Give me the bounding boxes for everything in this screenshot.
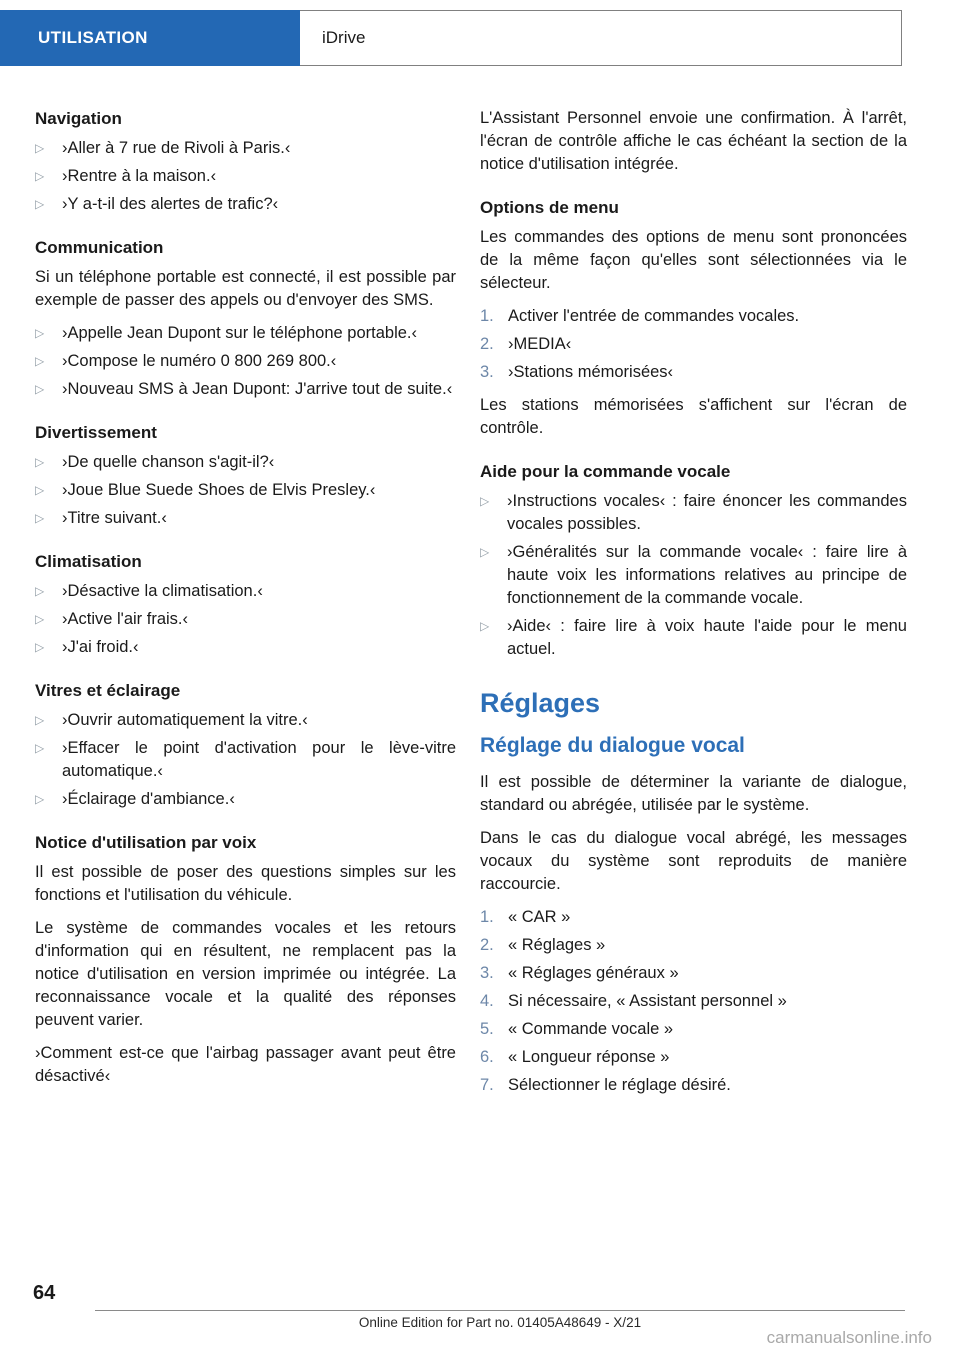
step-number: 4. bbox=[480, 992, 494, 1010]
list-item bbox=[35, 451, 456, 474]
watermark: carmanualsonline.info bbox=[766, 1328, 932, 1347]
section-heading: Divertissement bbox=[35, 423, 157, 442]
list-item-text: ›Aller à 7 rue de Rivoli à Paris.‹ bbox=[62, 139, 291, 157]
list-item-text: ›Effacer le point d'activation pour le lève-vitre automatique.‹ bbox=[62, 739, 456, 780]
list-item bbox=[480, 305, 907, 328]
step-number: 3. bbox=[480, 964, 494, 982]
triangle-bullet-icon: ▷ bbox=[35, 483, 45, 497]
step-number: 1. bbox=[480, 307, 494, 325]
list-item bbox=[35, 479, 456, 502]
triangle-bullet-icon: ▷ bbox=[35, 169, 45, 183]
paragraph: Il est possible de poser des questions simples sur les fonctions et l'utilisation du véhicule. bbox=[35, 863, 456, 904]
list-item-text: ›Rentre à la maison.‹ bbox=[62, 167, 217, 185]
numbered-step-list bbox=[480, 305, 907, 384]
voice-command-list bbox=[35, 451, 456, 530]
list-item bbox=[35, 788, 456, 811]
voice-command-list bbox=[35, 709, 456, 811]
list-item-text: ›Compose le numéro 0 800 269 800.‹ bbox=[62, 352, 337, 370]
list-item bbox=[480, 962, 907, 985]
list-item bbox=[480, 906, 907, 929]
triangle-bullet-icon: ▷ bbox=[35, 326, 45, 340]
list-item bbox=[35, 165, 456, 188]
paragraph: L'Assistant Personnel envoie une confirmation. À l'arrêt, l'écran de contrôle affiche le cas échéant la section de la notice d'utilisation intégrée. bbox=[480, 109, 907, 173]
edition-note: Online Edition for Part no. 01405A48649 - X/21 bbox=[358, 1315, 642, 1330]
voice-command-list bbox=[480, 490, 907, 661]
paragraph: Les stations mémorisées s'affichent sur l'écran de contrôle. bbox=[480, 396, 907, 437]
list-item-text: ›Instructions vocales‹ : faire énoncer les commandes vocales possibles. bbox=[507, 492, 907, 533]
step-number: 1. bbox=[480, 908, 494, 926]
list-item bbox=[35, 608, 456, 631]
list-item bbox=[480, 1046, 907, 1069]
list-item bbox=[35, 580, 456, 603]
list-item bbox=[35, 636, 456, 659]
list-item bbox=[480, 1018, 907, 1041]
paragraph: ›Comment est-ce que l'airbag passager avant peut être désactivé‹ bbox=[35, 1044, 456, 1085]
paragraph: Il est possible de déterminer la variante de dialogue, standard ou abrégée, utilisée par le système. bbox=[480, 773, 907, 814]
list-item-text: ›Appelle Jean Dupont sur le téléphone portable.‹ bbox=[62, 324, 417, 342]
section-heading: Navigation bbox=[35, 109, 122, 128]
chapter-heading: Réglages bbox=[480, 688, 601, 718]
paragraph: Les commandes des options de menu sont prononcées de la même façon qu'elles sont sélectionnées via le sélecteur. bbox=[480, 228, 907, 292]
step-text: Sélectionner le réglage désiré. bbox=[508, 1076, 731, 1094]
triangle-bullet-icon: ▷ bbox=[35, 741, 45, 755]
step-number: 3. bbox=[480, 363, 494, 381]
list-item-text: ›Nouveau SMS à Jean Dupont: J'arrive tout de suite.‹ bbox=[62, 380, 453, 398]
voice-command-list bbox=[35, 137, 456, 216]
step-number: 2. bbox=[480, 936, 494, 954]
triangle-bullet-icon: ▷ bbox=[35, 197, 45, 211]
page-header bbox=[0, 10, 902, 66]
step-number: 5. bbox=[480, 1020, 494, 1038]
triangle-bullet-icon: ▷ bbox=[35, 382, 45, 396]
step-text: « Longueur réponse » bbox=[508, 1048, 670, 1066]
section-heading: Communication bbox=[35, 238, 164, 257]
step-text: « Commande vocale » bbox=[508, 1020, 674, 1038]
step-text: « CAR » bbox=[508, 908, 571, 926]
step-text: ›Stations mémorisées‹ bbox=[508, 363, 674, 381]
list-item bbox=[35, 137, 456, 160]
triangle-bullet-icon: ▷ bbox=[35, 612, 45, 626]
list-item bbox=[480, 361, 907, 384]
list-item-text: ›Généralités sur la commande vocale‹ : faire lire à haute voix les informations relatives au principe de fonctionnement de la commande vocale. bbox=[507, 543, 907, 607]
triangle-bullet-icon: ▷ bbox=[35, 455, 45, 469]
triangle-bullet-icon: ▷ bbox=[35, 141, 45, 155]
list-item bbox=[35, 378, 456, 401]
triangle-bullet-icon: ▷ bbox=[35, 584, 45, 598]
list-item-text: ›Aide‹ : faire lire à voix haute l'aide pour le menu actuel. bbox=[507, 617, 907, 658]
triangle-bullet-icon: ▷ bbox=[35, 354, 45, 368]
triangle-bullet-icon: ▷ bbox=[480, 494, 490, 508]
list-item bbox=[480, 490, 907, 536]
list-item bbox=[480, 934, 907, 957]
list-item bbox=[35, 193, 456, 216]
chapter-tab bbox=[0, 10, 300, 66]
section-heading: Vitres et éclairage bbox=[35, 681, 181, 700]
right-column bbox=[480, 107, 907, 1107]
paragraph: Le système de commandes vocales et les retours d'information qui en résultent, ne remplacent pas la notice d'utilisation en version imprimée ou intégrée. La reconnaissance vocale et la qualité des réponses peuvent varier. bbox=[35, 919, 456, 1029]
section-heading: Options de menu bbox=[480, 198, 619, 217]
list-item-text: ›Active l'air frais.‹ bbox=[62, 610, 188, 628]
list-item-text: ›Ouvrir automatiquement la vitre.‹ bbox=[62, 711, 308, 729]
page-number: 64 bbox=[33, 1282, 56, 1304]
list-item bbox=[480, 990, 907, 1013]
list-item bbox=[480, 541, 907, 610]
voice-command-list bbox=[35, 580, 456, 659]
list-item-text: ›Désactive la climatisation.‹ bbox=[62, 582, 263, 600]
list-item bbox=[35, 350, 456, 373]
list-item-text: ›Joue Blue Suede Shoes de Elvis Presley.‹ bbox=[62, 481, 376, 499]
left-column bbox=[35, 107, 456, 1107]
triangle-bullet-icon: ▷ bbox=[35, 792, 45, 806]
list-item bbox=[480, 1074, 907, 1097]
topic-tab bbox=[300, 10, 902, 66]
paragraph: Si un téléphone portable est connecté, il est possible par exemple de passer des appels ou d'envoyer des SMS. bbox=[35, 268, 456, 309]
footer-rule bbox=[95, 1310, 905, 1311]
numbered-step-list bbox=[480, 906, 907, 1097]
list-item bbox=[35, 709, 456, 732]
subsection-heading: Réglage du dialogue vocal bbox=[480, 734, 745, 757]
list-item-text: ›Titre suivant.‹ bbox=[62, 509, 167, 527]
topic-label: iDrive bbox=[322, 28, 366, 47]
step-text: ›MEDIA‹ bbox=[508, 335, 572, 353]
triangle-bullet-icon: ▷ bbox=[480, 545, 490, 559]
step-text: « Réglages » bbox=[508, 936, 606, 954]
list-item bbox=[35, 507, 456, 530]
step-number: 2. bbox=[480, 335, 494, 353]
triangle-bullet-icon: ▷ bbox=[35, 713, 45, 727]
section-heading: Notice d'utilisation par voix bbox=[35, 833, 257, 852]
section-heading: Climatisation bbox=[35, 552, 142, 571]
list-item-text: ›Y a-t-il des alertes de trafic?‹ bbox=[62, 195, 279, 213]
step-text: « Réglages généraux » bbox=[508, 964, 679, 982]
list-item-text: ›J'ai froid.‹ bbox=[62, 638, 139, 656]
paragraph: Dans le cas du dialogue vocal abrégé, les messages vocaux du système sont reproduits de manière raccourcie. bbox=[480, 829, 907, 893]
section-heading: Aide pour la commande vocale bbox=[480, 462, 731, 481]
step-text: Si nécessaire, « Assistant personnel » bbox=[508, 992, 787, 1010]
list-item bbox=[35, 322, 456, 345]
voice-command-list bbox=[35, 322, 456, 401]
chapter-label: UTILISATION bbox=[38, 28, 148, 47]
list-item bbox=[480, 333, 907, 356]
step-text: Activer l'entrée de commandes vocales. bbox=[508, 307, 800, 325]
step-number: 7. bbox=[480, 1076, 494, 1094]
triangle-bullet-icon: ▷ bbox=[480, 619, 490, 633]
list-item bbox=[35, 737, 456, 783]
triangle-bullet-icon: ▷ bbox=[35, 640, 45, 654]
page-content bbox=[35, 107, 907, 1107]
step-number: 6. bbox=[480, 1048, 494, 1066]
list-item-text: ›De quelle chanson s'agit-il?‹ bbox=[62, 453, 275, 471]
triangle-bullet-icon: ▷ bbox=[35, 511, 45, 525]
list-item-text: ›Éclairage d'ambiance.‹ bbox=[62, 790, 235, 808]
list-item bbox=[480, 615, 907, 661]
